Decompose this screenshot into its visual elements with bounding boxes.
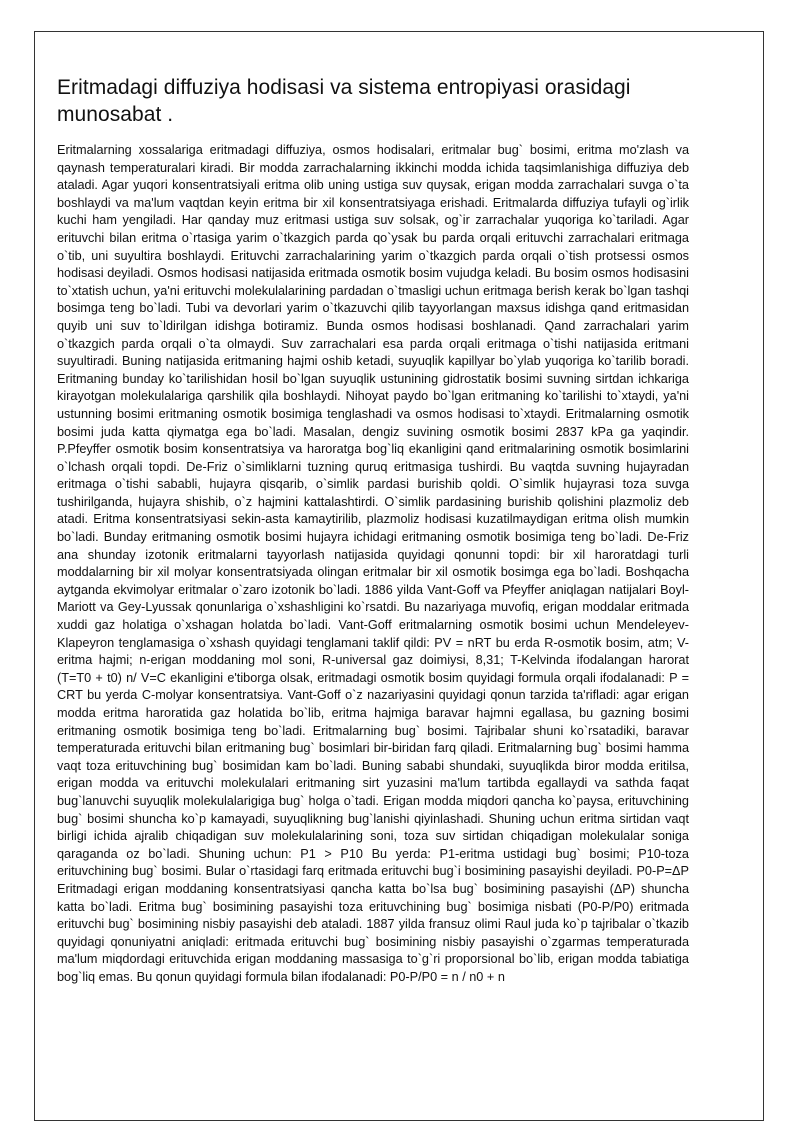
document-title: Eritmadagi diffuziya hodisasi va sistema entropiyasi orasidagi munosabat . xyxy=(57,76,631,126)
document-body: Eritmalarning xossalariga eritmadagi diffuziya, osmos hodisalari, eritmalar bug` bosimi, eritma mo'zlash va qaynash temperaturalari kiradi. Bir modda zarrachalarning ikkinchi modda ichida taqsimlanishiga diffuziya deb ataladi. Agar yuqori konsentratsiyali eritma olib uning ustiga suv quysak, erigan modda zarrachalari suvga o`ta boshlaydi va ma'lum vaqtdan keyin eritma bir xil konsentratsiyaga erishadi. Eritmalarda diffuziya tufayli og`irlik kuchi ham yengiladi. Har qanday muz eritmasi ustiga suv solsak, og`ir zarrachalar yuqoriga ko`tariladi. Agar erituvchi bilan eritma o`rtasiga yarim o`tkazgich parda qo`ysak bu parda orqali erituvchi zarrachalari eritmaga o`tib, uni suyultira boshlaydi. Erituvchi zarrachalarining yarim o`tkazgich parda orqali o`tish protsessi osmos hodisasi deyiladi. Osmos hodisasi natijasida eritmada osmotik bosim vujudga keladi. Bu bosim osmos hodisasini to`xtatish uchun, ya'ni erituvchi molekulalarining pardadan o`tmasligi uchun eritmaga berish kerak bo`lgan tashqi bosimga teng bo`ladi. Tubi va devorlari yarim o`tkazuvchi qilib tayyorlangan maxsus idishga qand eritmasidan quyib uni suv to`ldirilgan idishga botiramiz. Bunda osmos hodisasi boshlanadi. Qand zarrachalari yarim o`tkazgich parda orqali o`ta olmaydi. Suv zarrachalari esa parda orqali eritmaga o`tishi natijasida eritmani suyultiradi. Buning natijasida eritmaning hajmi oshib ketadi, suyuqlik kapillyar bo`ylab yuqoriga ko`tarilib boradi. Eritmaning bunday ko`tarilishidan hosil bo`lgan suyuqlik ustunining gidrostatik bosimi suvning sirtdan ichkariga kirayotgan molekulalariga qarshilik qila boshlaydi. Nihoyat paydo bo`lgan eritmaning ko`tarilishi to`xtaydi, ya'ni ustunning bosimi eritmaning osmotik bosimiga tenglashadi va osmos hodisasi to`xtaydi. Eritmalarning osmotik bosimi juda katta qiymatga ega bo`ladi. Masalan, dengiz suvining osmotik bosimi 2837 kPa ga yaqindir. P.Pfeyffer osmotik bosim konsentratsiya va haroratga bog`liq ekanligini qand eritmalarining osmotik bosimlarini o`lchash orqali topdi. De-Friz o`simliklarni tuzning quruq eritmasiga tushirdi. Bu vaqtda suvning hujayradan eritmaga o`tishi sababli, hujayra qisqarib, o`simlik pardasi burishib qoldi. O`simlik hujayrasi toza suvga tushirilganda, hujayra shishib, o`z hajmini kattalashtirdi. O`simlik pardasining burishib qolishini plazmoliz deb atadi. Eritma konsentratsiyasi sekin-asta kamaytirilib, plazmoliz hodisasi kuzatilmaydigan eritma olish mumkin bo`ladi. Bunday eritmaning osmotik bosimi hujayra ichidagi eritmaning osmotik bosimiga teng bo`ladi. De-Friz ana shunday izotonik eritmalarni tayyorlash natijasida quyidagi qonunni topdi: bir xil haroratdagi turli moddalarning bir xil molyar konsentratsiyada olingan eritmalar bir xil osmotik bosimga ega bo`ladi. Boshqacha aytganda ekvimolyar eritmalar o`zaro izotonik bo`ladi. 1886 yilda Vant-Goff va Pfeyffer aniqlagan natijalari Boyl-Mariott va Gey-Lyussak qonunlariga o`xshashligini ko`rsatdi. Bu nazariyaga muvofiq, erigan moddalar eritmada xuddi gaz holatiga o`xshagan holatda bo`ladi. Vant-Goff eritmalarning osmotik bosimi uchun Mendeleyev-Klapeyron tenglamasiga o`xshash quyidagi tenglamani taklif qildi: PV = nRT bu erda R-osmotik bosim, atm; V-eritma hajmi; n-erigan moddaning mol soni, R-universal gaz doimiysi, 8,31; T-Kelvinda ifodalangan harorat (T=T0 + t0) n/ V=C ekanligini e'tiborga olsak, eritmadagi osmotik bosim quyidagi formula orqali ifodalanadi: P = CRT bu yerda C-molyar konsentratsiya. Vant-Goff o`z nazariyasini quyidagi qonun tarzida ta'rifladi: agar erigan modda eritma haroratida gaz holatida bo`lib, eritma hajmiga baravar hajmni egallasa, bu gazning bosimi eritmaning osmotik bosimiga teng bo`ladi. Eritmalarning bug` bosimi. Tajribalar shuni ko`rsatadiki, baravar temperaturada erituvchi bilan eritmaning bug` bosimlari bir-biridan farq qiladi. Eritmalarning bug` bosimi hamma vaqt toza erituvchining bug` bosimidan kam bo`ladi. Buning sababi shundaki, suyuqlikda biror modda eritilsa, erigan modda va erituvchi molekulalari eritmaning sirt yuzasini ma'lum tartibda egallaydi va sathda faqat bug`lanuvchi suyuqlik molekulalarigiga bug` holga o`tadi. Erigan modda miqdori qancha ko`paysa, erituvchining bug` bosimi shuncha ko`p kamayadi, suyuqlikning bug`lanishi qiyinlashadi. Shuning uchun eritma sirtidan vaqt birligi ichida ajralib chiqadigan suv molekulalarining soni, toza suv sirtidan chiqadigan molekulalar soniga qaraganda oz bo`ladi. Shuning uchun: P1 > P10 Bu yerda: P1-eritma ustidagi bug` bosimi; P10-toza erituvchining bug` bosimi. Bular o`rtasidagi farq eritmada erituvchi bug`i bosimining pasayishi deyiladi. P0-P=ΔP Eritmadagi erigan moddaning konsentratsiyasi qancha katta bo`lsa bug` bosimining pasayishi (ΔP) shuncha katta bo`ladi. Eritma bug` bosimining pasayishi toza erituvchining bug` bosimiga nisbati (P0-P/P0) eritmada erituvchi bug` bosimining nisbiy pasayishi deb ataladi. 1887 yilda fransuz olimi Raul juda ko`p tajribalar o`tkazib quyidagi qonuniyatni aniqladi: eritmada erituvchi bug` bosimining nisbiy pasayishi o`zgarmas temperaturada ma'lum miqdordagi erituvchida erigan moddaning massasiga to`g`ri proporsional bo`lib, erigan modda tabiatiga bog`liq emas. Bu qonun quyidagi formula bilan ifodalanadi: P0-P/P0 = n / n0 + n xyxy=(57,143,689,984)
document-content xyxy=(57,74,689,987)
